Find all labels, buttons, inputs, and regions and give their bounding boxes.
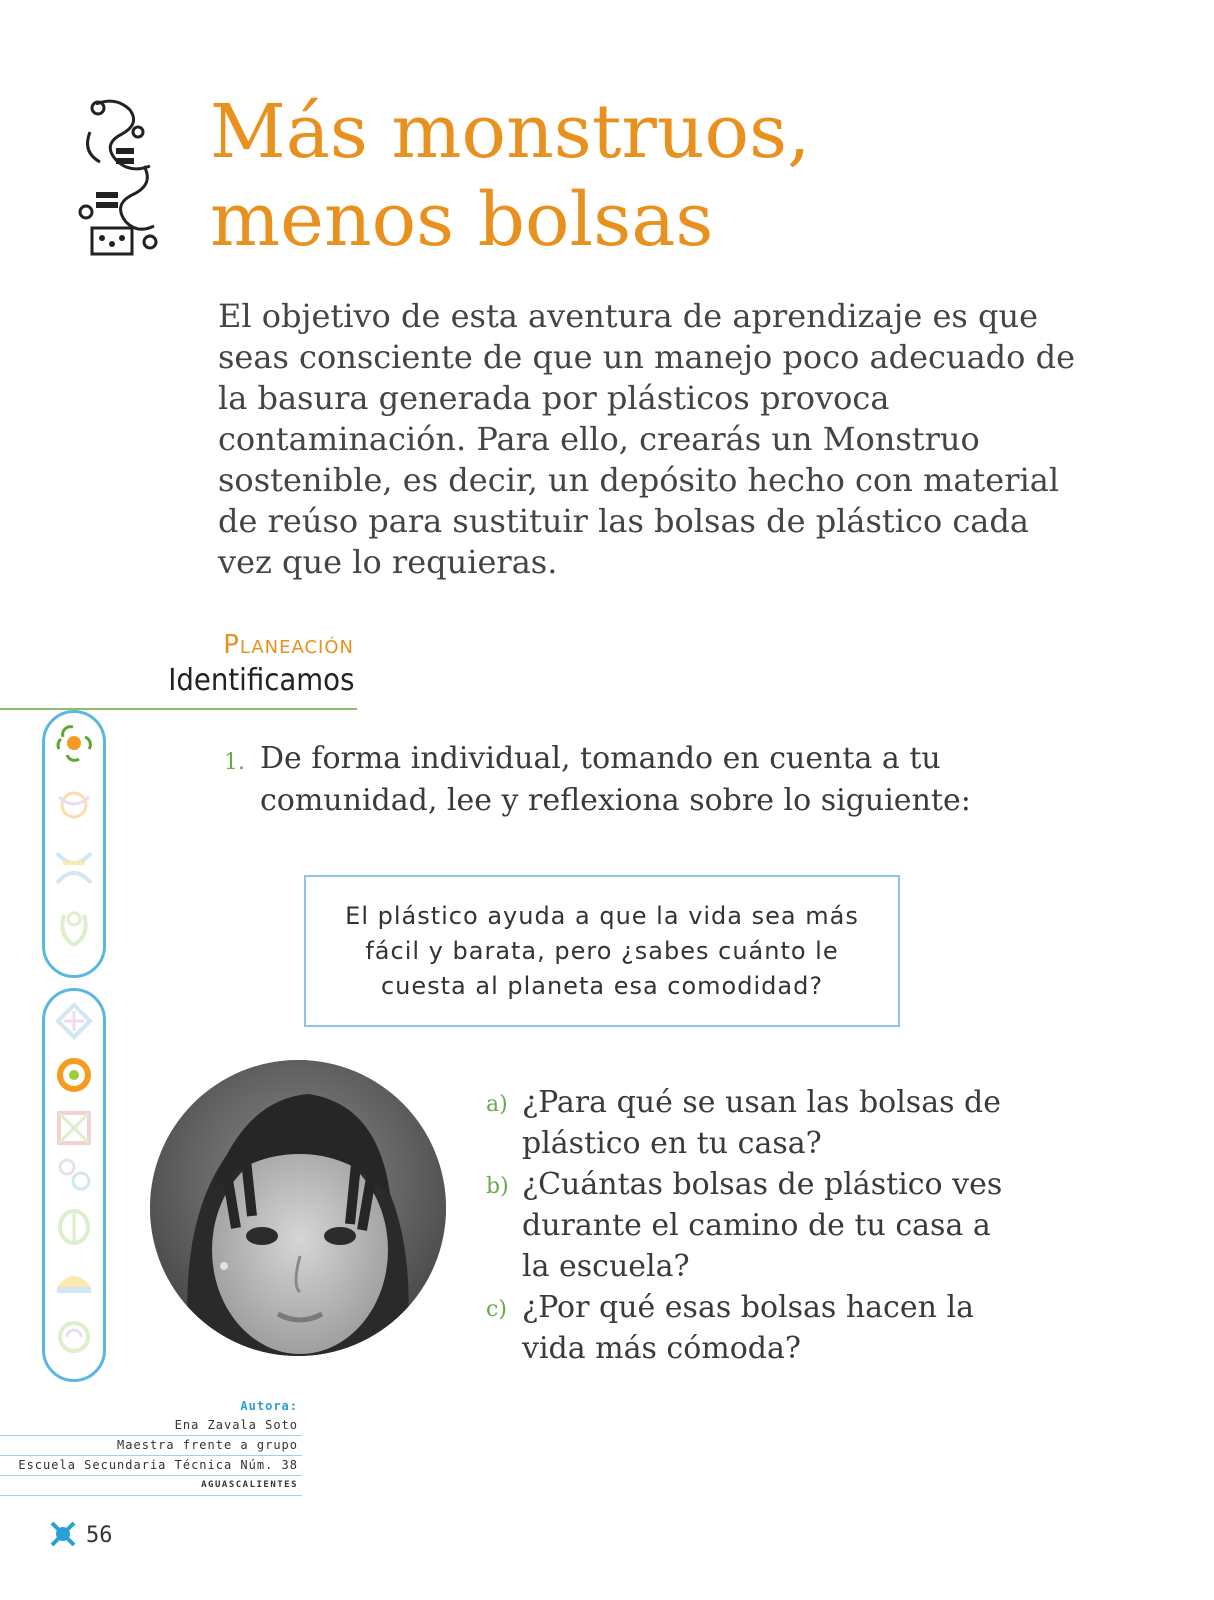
question-b xyxy=(486,1164,1006,1287)
title-line-1: Más monstruos, xyxy=(210,89,811,175)
author-credits xyxy=(0,1397,302,1496)
question-letter: a) xyxy=(486,1092,508,1117)
ejes-icon-4 xyxy=(60,1160,89,1189)
intro-paragraph: El objetivo de esta aventura de aprendizaje es que seas consciente de que un manejo poco adecuado de la basura generada por plásticos provoca contaminación. Para ello, crearás un Monstruo sostenible, es decir, un depósito hecho con material de reúso para sustituir las bolsas de plástico cada vez que lo requieras. xyxy=(218,297,1075,581)
campos-icon-2 xyxy=(59,793,89,817)
ejes-icon-6 xyxy=(57,1276,91,1293)
page-title xyxy=(210,88,811,264)
step-label: Identificamos xyxy=(167,663,354,698)
question-a xyxy=(486,1082,1006,1164)
ejes-icon-active xyxy=(60,1061,88,1089)
question-list xyxy=(486,1082,1006,1369)
author-school: Escuela Secundaria Técnica Núm. 38 xyxy=(0,1456,302,1476)
author-role: Maestra frente a grupo xyxy=(0,1436,302,1456)
campos-icon-3 xyxy=(57,853,91,883)
quote-box xyxy=(304,875,900,1027)
title-line-2: menos bolsas xyxy=(210,177,714,263)
ejes-rail xyxy=(42,988,106,1382)
campos-icon-4 xyxy=(62,913,85,945)
question-letter: c) xyxy=(486,1297,507,1322)
question-c xyxy=(486,1287,1006,1369)
ejes-icon-3 xyxy=(59,1113,89,1143)
section-divider xyxy=(0,708,357,710)
campos-icon-active xyxy=(58,727,90,761)
campos-rail xyxy=(42,710,106,978)
serpent-glyph-icon xyxy=(76,92,164,260)
question-letter: b) xyxy=(486,1174,509,1199)
ejes-icons xyxy=(45,991,103,1379)
page-number: 56 xyxy=(86,1523,113,1548)
section-heading xyxy=(152,628,354,700)
author-state: AGUASCALIENTES xyxy=(0,1476,302,1496)
student-photo xyxy=(150,1060,446,1356)
quote-text: El plástico ayuda a que la vida sea más fácil y barata, pero ¿sabes cuánto le cuesta al planeta esa comodidad? xyxy=(345,901,859,1000)
question-text: ¿Por qué esas bolsas hacen la vida más cómoda? xyxy=(522,1290,974,1366)
question-text: ¿Cuántas bolsas de plástico ves durante el camino de tu casa a la escuela? xyxy=(522,1167,1003,1284)
activity-1 xyxy=(224,738,984,822)
activity-number: 1. xyxy=(224,750,245,775)
phase-label: Planeación xyxy=(223,630,354,660)
credits-label: Autora: xyxy=(240,1399,298,1413)
ejes-icon-5 xyxy=(60,1211,88,1243)
campos-icons xyxy=(45,713,103,975)
activity-text: De forma individual, tomando en cuenta a tu comunidad, lee y reflexiona sobre lo siguiente: xyxy=(260,741,971,818)
author-name: Ena Zavala Soto xyxy=(0,1416,302,1436)
footer-logo-icon xyxy=(48,1519,78,1549)
question-text: ¿Para qué se usan las bolsas de plástico en tu casa? xyxy=(522,1085,1001,1161)
ejes-icon-7 xyxy=(60,1323,88,1351)
student-photo-art xyxy=(150,1060,446,1356)
ejes-icon-1 xyxy=(58,1005,90,1037)
